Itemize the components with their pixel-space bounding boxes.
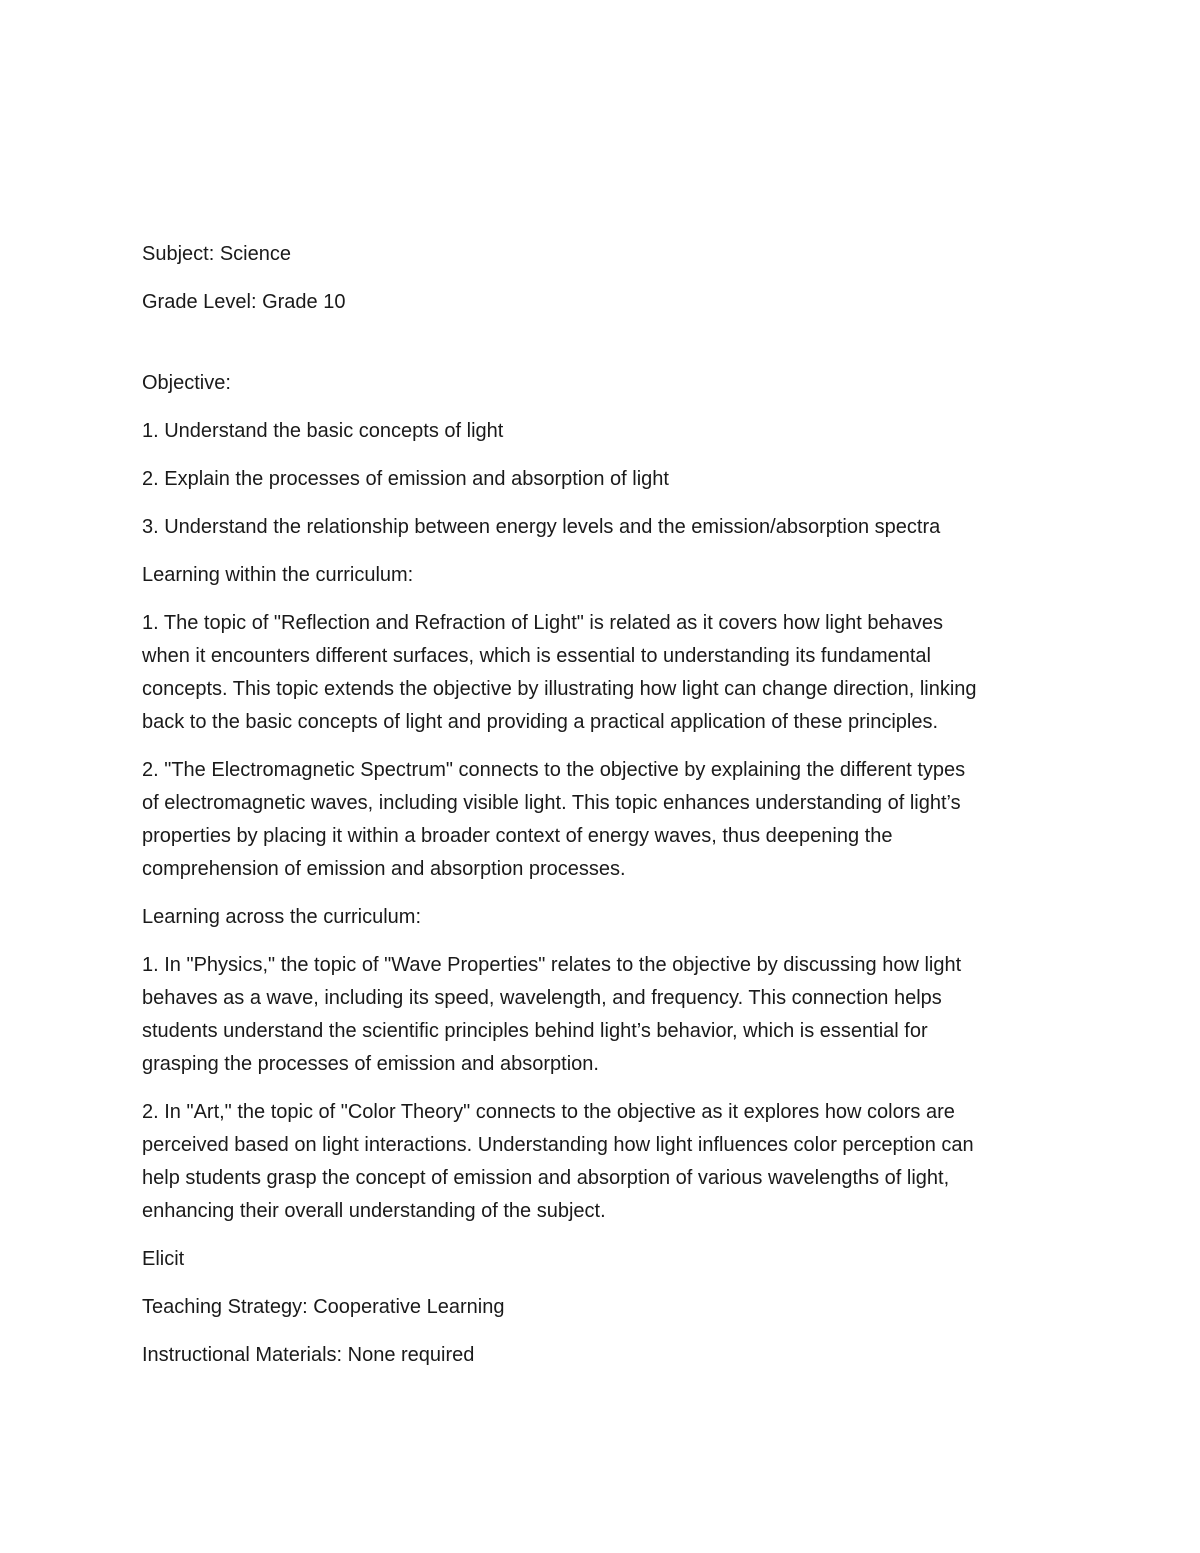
within-curriculum-item: 2. "The Electromagnetic Spectrum" connects to the objective by explaining the different types of electromagnetic waves, including visible light. This topic enhances understanding of light’s properties by placing it within a broader context of energy waves, thus deepening the comprehension of emission and absorption processes.	[142, 759, 966, 880]
teaching-strategy-line: Teaching Strategy: Cooperative Learning	[142, 1296, 505, 1318]
objective-heading: Objective:	[142, 372, 231, 394]
subject-line: Subject: Science	[142, 243, 291, 265]
objective-item: 1. Understand the basic concepts of light	[142, 420, 504, 442]
grade-level-line: Grade Level: Grade 10	[142, 291, 346, 313]
across-curriculum-item: 2. In "Art," the topic of "Color Theory" connects to the objective as it explores how colors are perceived based on light interactions. Understanding how light influences color perception can help students grasp the concept of emission and absorption of various wavelengths of light, enhancing their overall understanding of the subject.	[142, 1101, 974, 1222]
document-body	[142, 238, 1057, 1387]
across-curriculum-item: 1. In "Physics," the topic of "Wave Properties" relates to the objective by discussing how light behaves as a wave, including its speed, wavelength, and frequency. This connection helps students understand the scientific principles behind light’s behavior, which is essential for grasping the processes of emission and absorption.	[142, 954, 962, 1075]
objective-item: 3. Understand the relationship between energy levels and the emission/absorption spectra	[142, 516, 941, 538]
elicit-heading: Elicit	[142, 1248, 185, 1270]
across-curriculum-heading: Learning across the curriculum:	[142, 906, 422, 928]
within-curriculum-item: 1. The topic of "Reflection and Refraction of Light" is related as it covers how light behaves when it encounters different surfaces, which is essential to understanding its fundamental concepts. This topic extends the objective by illustrating how light can change direction, linking back to the basic concepts of light and providing a practical application of these principles.	[142, 612, 977, 733]
within-curriculum-heading: Learning within the curriculum:	[142, 564, 414, 586]
objective-item: 2. Explain the processes of emission and absorption of light	[142, 468, 669, 490]
instructional-materials-line: Instructional Materials: None required	[142, 1344, 475, 1366]
